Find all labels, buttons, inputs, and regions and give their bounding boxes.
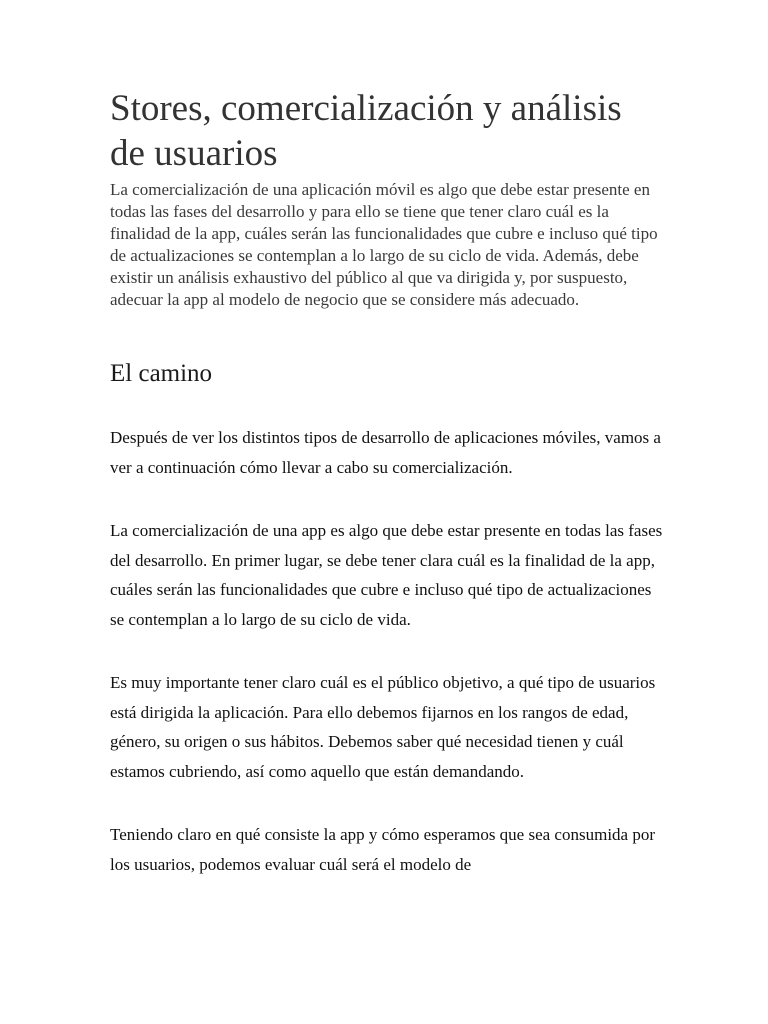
intro-paragraph: La comercialización de una aplicación móvil es algo que debe estar presente en todas las fases del desarrollo y para ello se tiene que tener claro cuál es la finalidad de la app, cuáles serán las funcionalidades que cubre e incluso qué tipo de actualizaciones se contemplan a lo largo de su ciclo de vida. Además, debe existir un análisis exhaustivo del público al que va dirigida y, por suspuesto, adecuar la app al modelo de negocio que se considere más adecuado. bbox=[110, 180, 658, 309]
body-paragraph: Después de ver los distintos tipos de desarrollo de aplicaciones móviles, vamos a ver a continuación cómo llevar a cabo su comercialización. bbox=[110, 428, 661, 477]
body-paragraph: La comercialización de una app es algo que debe estar presente en todas las fases del desarrollo. En primer lugar, se debe tener clara cuál es la finalidad de la app, cuáles serán las funcionalidades que cubre e incluso qué tipo de actualizaciones se contemplan a lo largo de su ciclo de vida. bbox=[110, 521, 663, 629]
body-paragraph: Es muy importante tener claro cuál es el público objetivo, a qué tipo de usuarios está dirigida la aplicación. Para ello debemos fijarnos en los rangos de edad, género, su origen o sus hábitos. Debemos saber qué necesidad tienen y cuál estamos cubriendo, así como aquello que están demandando. bbox=[110, 673, 656, 781]
document-page bbox=[110, 86, 665, 879]
section-heading: El camino bbox=[110, 360, 213, 387]
document-title: Stores, comercialización y análisis de usuarios bbox=[110, 88, 622, 174]
body-paragraph: Teniendo claro en qué consiste la app y cómo esperamos que sea consumida por los usuarios, podemos evaluar cuál será el modelo de bbox=[110, 825, 655, 874]
